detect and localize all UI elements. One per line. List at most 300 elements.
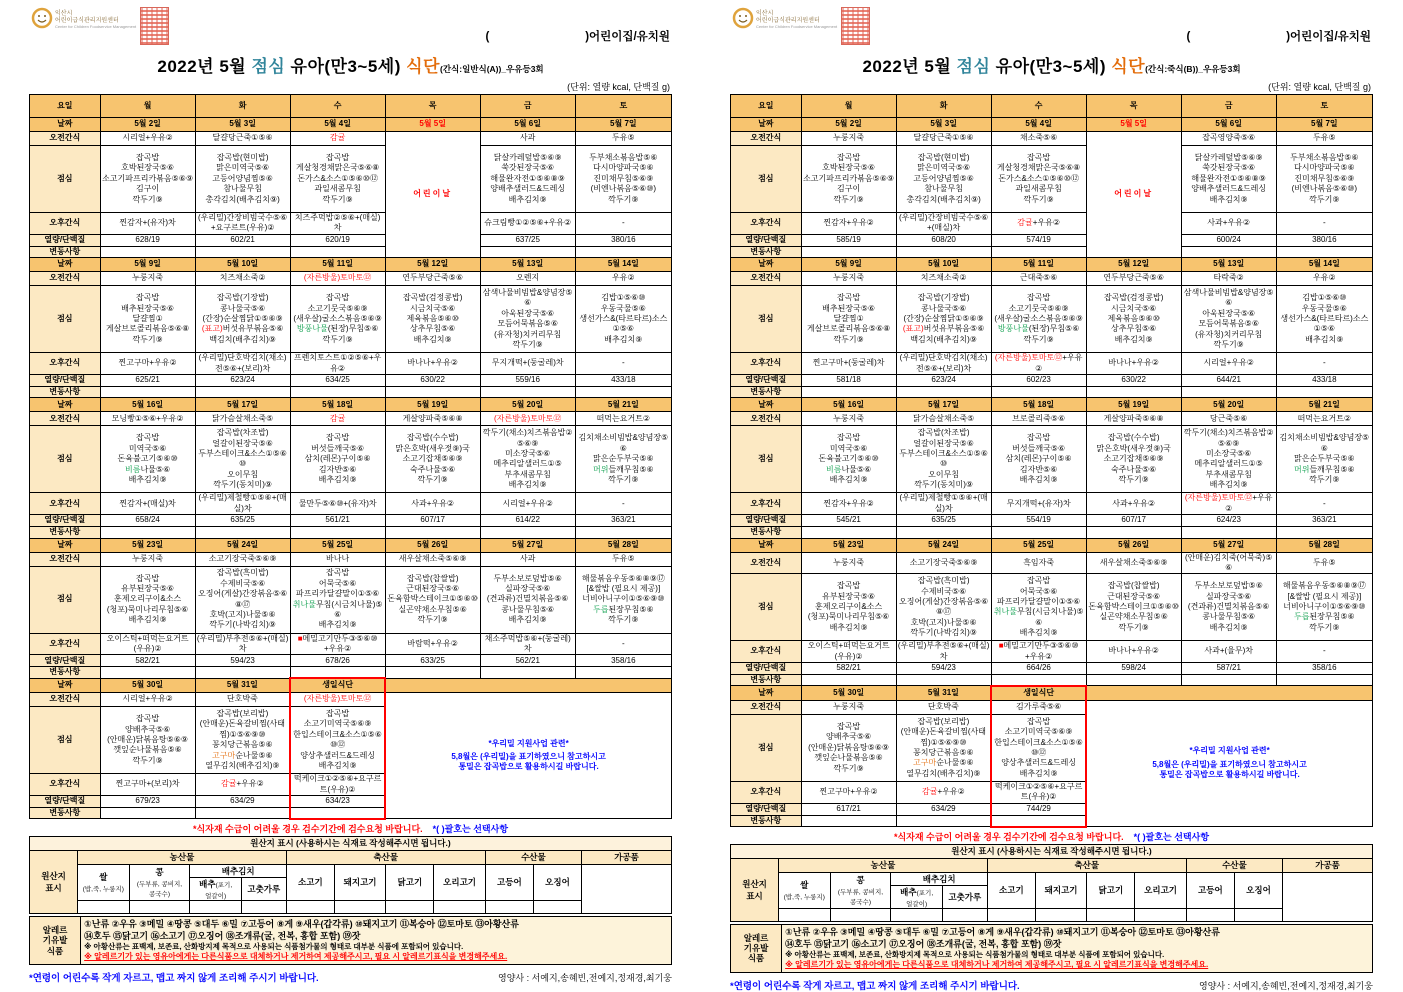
row-label-change-note: 변동사항 (731, 815, 802, 826)
change-note-cell (480, 386, 575, 397)
dietitian-names: 영양사 : 서예지,송혜빈,전예지,정재경,최기웅 (1199, 980, 1373, 991)
energy-protein-cell: 559/16 (480, 374, 575, 386)
date-cell: 5월 18일 (991, 398, 1086, 412)
origin-blank-cell[interactable] (129, 900, 190, 913)
energy-protein-cell: 380/16 (1276, 234, 1372, 246)
afternoon-snack-cell: (우리밀)단호박김치(채소)전⑤⑥+(보리)차 (896, 353, 991, 375)
row-label-morning-snack: 오전간식 (30, 693, 101, 707)
lunch-cell: 잡곡밥(현미밥) 맑은미역국⑤⑥ 고등어양념찜⑤⑥ 참나물무침 총각김치(배추김치⑨) (896, 146, 991, 213)
allergy-side-label: 알레르 기유발 식품 (30, 916, 81, 964)
origin-blank-cell[interactable] (241, 900, 286, 913)
change-note-cell (896, 815, 991, 826)
morning-snack-cell: 치즈채소죽② (896, 272, 991, 286)
date-cell: 5월 11일 (991, 258, 1086, 272)
origin-group-meat: 축산물 (987, 858, 1186, 872)
morning-snack-cell: 두유⑤ (575, 552, 671, 566)
row-label-date: 날짜 (731, 686, 802, 701)
lunch-cell: 닭살카레덮밥⑤⑥⑨ 쑥갓된장국⑤⑥ 해물완자전①⑤⑥⑧⑨ 양배추샐러드&드레싱 배추김치⑨ (1181, 146, 1276, 213)
energy-protein-cell: 594/23 (896, 663, 991, 675)
date-cell: 5월 11일 (290, 258, 385, 272)
change-note-cell (290, 527, 385, 538)
weekday-header-cell: 월 (100, 95, 195, 118)
morning-snack-cell: (자른방울)토마토⑫ (290, 272, 385, 286)
origin-side-label: 원산지 표시 (731, 858, 779, 921)
date-cell: 5월 18일 (290, 398, 385, 412)
morning-snack-cell: 두유⑤ (1276, 552, 1372, 574)
origin-blank-cell[interactable] (891, 908, 942, 921)
date-cell: 5월 4일 (290, 118, 385, 132)
origin-blank-cell[interactable] (1234, 908, 1282, 921)
title-meal: 점심 (956, 57, 991, 76)
origin-cabbage-cell[interactable]: 배추(포기,얼갈이) (891, 885, 942, 908)
change-note-cell (896, 386, 991, 397)
allergy-line-2: ⑭호두 ⑮닭고기 ⑯소고기 ⑰오징어 ⑱조개류(굴, 전복, 홍합 포함) ⑲잣 (785, 938, 1062, 949)
origin-processed-cell[interactable] (1283, 872, 1373, 921)
change-note-cell (1181, 386, 1276, 397)
origin-bean-cell[interactable]: 콩 (두부류, 콩비지,콩국수) (129, 864, 190, 900)
supply-notice-blue: *( )괄호는 선택사항 (1133, 831, 1210, 842)
afternoon-snack-cell: 치즈주먹밥②⑤⑥+(매실)차 (290, 213, 385, 235)
page-footer (29, 970, 672, 984)
energy-protein-cell: 607/17 (1086, 515, 1181, 527)
date-cell: 5월 26일 (1086, 538, 1181, 552)
allergy-line-3: ※ 아황산류는 표백제, 보존료, 산화방지제 목적으로 사용되는 식품첨가물의 형태로 대부분 식품에 포함되어 있습니다. (84, 942, 464, 952)
afternoon-snack-cell: 시리얼+우유② (1181, 353, 1276, 375)
energy-protein-cell: 585/19 (801, 234, 896, 246)
date-cell: 5월 19일 (385, 398, 480, 412)
change-note-cell (100, 667, 195, 678)
facility-name-line: ( )어린이집/유치원 (1186, 31, 1371, 43)
date-cell: 5월 12일 (1086, 258, 1181, 272)
row-label-date: 날짜 (731, 258, 802, 272)
lunch-cell: 김밥①⑤⑥⑩ 우동국물⑤⑥ 생선가스&(타르타르)소스①⑤⑥ 배추김치⑨ (575, 286, 671, 353)
change-note-cell (1276, 246, 1372, 257)
weekday-header-cell: 금 (480, 95, 575, 118)
row-label-change-note: 변동사항 (731, 527, 802, 538)
date-cell: 5월 21일 (1276, 398, 1372, 412)
lunch-cell: 해물볶음우동⑤⑥⑧⑨⑰ [&쌀밥 (필요시 제공)] 너비아니구이①⑤⑥⑨⑩ 두릅된장무침⑤⑥ 깍두기⑨ (1276, 574, 1372, 641)
origin-group-meat: 축산물 (286, 850, 485, 864)
change-note-cell (1276, 527, 1372, 538)
afternoon-snack-cell: 오이스틱+떠먹는요거트(우유)② (801, 641, 896, 663)
change-note-cell (1086, 386, 1181, 397)
row-label-date: 날짜 (30, 118, 101, 132)
org-name: 익산시 어린이급식관리지원센터 Center for Children Foodservice Management (756, 11, 838, 29)
row-label-morning-snack: 오전간식 (731, 412, 802, 426)
date-cell: 5월 4일 (991, 118, 1086, 132)
change-note-cell (896, 527, 991, 538)
row-label-morning-snack: 오전간식 (30, 552, 101, 566)
morning-snack-cell: 치즈채소죽② (195, 272, 290, 286)
date-cell: 5월 17일 (195, 398, 290, 412)
afternoon-snack-cell: (우리밀)간장비빔국수⑤⑥+(매실)차 (896, 213, 991, 235)
afternoon-snack-cell: - (1276, 641, 1372, 663)
origin-blank-cell[interactable] (434, 900, 485, 913)
allergy-side-label: 알레르 기유발 식품 (731, 924, 782, 972)
origin-blank-cell[interactable] (78, 900, 129, 913)
morning-snack-cell: 모닝빵①⑤⑥+우유② (100, 412, 195, 426)
origin-squid-cell[interactable]: 오징어 (1234, 872, 1282, 908)
row-label-change-note: 변동사항 (30, 246, 101, 257)
row-label-energy-protein: 열량/단백질 (30, 374, 101, 386)
energy-protein-cell: 623/24 (195, 374, 290, 386)
lunch-cell: 두부채소볶음밥⑤⑥ 다시마양파국⑤⑥ 진미채무침⑤⑥⑨ (비엔나볶음⑤⑥⑩) 깍두기⑨ (575, 146, 671, 213)
birthday-menu-header-cell: 생일식단 (290, 678, 385, 693)
lunch-cell: 잡곡밥(흑미밥) 수제비국⑤⑥ 오징어(게살)간장볶음⑤⑥⑧⑰ 호박(고지)나물⑤⑥ 깍두기(나박김치)⑨ (195, 566, 290, 633)
morning-snack-cell: 채소죽⑤⑥ (991, 132, 1086, 146)
row-label-date: 날짜 (731, 398, 802, 412)
date-cell: 5월 26일 (385, 538, 480, 552)
energy-protein-cell: 363/21 (1276, 515, 1372, 527)
row-label-energy-protein: 열량/단백질 (30, 515, 101, 527)
origin-blank-cell[interactable] (190, 900, 241, 913)
date-cell: 5월 24일 (195, 538, 290, 552)
date-cell: 5월 7일 (575, 118, 671, 132)
energy-protein-cell: 380/16 (575, 234, 671, 246)
energy-protein-cell: 630/22 (385, 374, 480, 386)
origin-pork-cell[interactable]: 돼지고기 (1035, 872, 1086, 908)
afternoon-snack-cell: 슈크림빵①②⑤⑥+우유② (480, 213, 575, 235)
energy-protein-cell: 554/19 (991, 515, 1086, 527)
afternoon-snack-cell: - (575, 213, 671, 235)
change-note-cell (896, 246, 991, 257)
date-cell: 5월 16일 (100, 398, 195, 412)
row-label-lunch: 점심 (731, 426, 802, 493)
afternoon-snack-cell: 찐고구마+우유② (801, 781, 896, 803)
change-note-cell (290, 386, 385, 397)
origin-pepper-cell[interactable]: 고춧가루 (241, 877, 286, 900)
row-label-energy-protein: 열량/단백질 (731, 803, 802, 815)
title-diet-type: (간식:죽식(B))_우유등3회 (1145, 64, 1241, 74)
title-diet: 식단 (406, 57, 440, 76)
row-label-lunch: 점심 (731, 714, 802, 781)
row-label-energy-protein: 열량/단백질 (30, 655, 101, 667)
energy-protein-cell: 574/19 (991, 234, 1086, 246)
lunch-cell: 잡곡밥 배추된장국⑤⑥ 달걀찜① 게살브로콜리볶음⑤⑥⑧ 깍두기⑨ (801, 286, 896, 353)
date-cell: 5월 23일 (100, 538, 195, 552)
morning-snack-cell: 새우살채소죽⑤⑥⑨ (1086, 552, 1181, 574)
change-note-cell (1276, 675, 1372, 686)
energy-protein-cell: 634/29 (195, 795, 290, 807)
lunch-cell: 잡곡밥(기장밥) 콩나물국⑤⑥ (간장)순살찜닭①⑤⑥⑨ (표고)버섯유부볶음⑤⑥ 백김치(배추김치)⑨ (195, 286, 290, 353)
energy-protein-cell: 635/25 (896, 515, 991, 527)
afternoon-snack-cell: 찐고구마+(둥굴레)차 (801, 353, 896, 375)
row-label-energy-protein: 열량/단백질 (731, 234, 802, 246)
change-note-cell (801, 386, 896, 397)
origin-blank-cell[interactable] (286, 900, 334, 913)
lunch-cell: 잡곡밥(찹쌀밥) 근대된장국⑤⑥ 돈육함박스테이크①⑤⑥⑩ 실곤약채소무침⑤⑥ 깍두기⑨ (1086, 574, 1181, 641)
origin-blank-cell[interactable] (830, 908, 891, 921)
change-note-cell (290, 667, 385, 678)
change-note-cell (575, 527, 671, 538)
date-cell: 5월 25일 (991, 538, 1086, 552)
row-label-morning-snack: 오전간식 (731, 700, 802, 714)
afternoon-snack-cell: 무지개떡+(유자)차 (991, 493, 1086, 515)
morning-snack-cell: 흑임자죽 (991, 552, 1086, 574)
childrens-day-cell: 어린이날 (385, 132, 480, 258)
lunch-cell: 두부소보로덮밥⑤⑥ 실파장국⑤⑥ (견과류)건멸치볶음⑤⑥ 콩나물무침⑤⑥ 배추김치⑨ (1181, 574, 1276, 641)
energy-protein-cell: 617/21 (801, 803, 896, 815)
origin-blank-cell[interactable] (942, 908, 987, 921)
origin-blank-cell[interactable] (485, 900, 533, 913)
afternoon-snack-cell: - (575, 633, 671, 655)
origin-bean-cell[interactable]: 콩 (두부류, 콩비지,콩국수) (830, 872, 891, 908)
lunch-cell: 잡곡밥(현미밥) 맑은미역국⑤⑥ 고등어양념찜⑤⑥ 참나물무침 총각김치(배추김치⑨) (195, 146, 290, 213)
weekday-header-cell: 목 (1086, 95, 1181, 118)
weekday-header-cell: 요일 (731, 95, 802, 118)
change-note-cell (195, 246, 290, 257)
afternoon-snack-cell: - (1276, 213, 1372, 235)
energy-protein-cell: 744/29 (991, 803, 1086, 815)
lunch-cell: 잡곡밥(차조밥) 얼갈이된장국⑤⑥ 두부스테이크&소스①⑤⑥⑩ 오이무침 깍두기(동치미)⑨ (896, 426, 991, 493)
lunch-cell: 잡곡밥 버섯들깨국⑤⑥ 삼치(레몬)구이⑤⑥ 김자반⑤⑥ 배추김치⑨ (991, 426, 1086, 493)
change-note-cell (801, 246, 896, 257)
afternoon-snack-cell: (우리밀)부추전⑤⑥+(매실)차 (196, 633, 289, 653)
lunch-cell: 해물볶음우동⑤⑥⑧⑨⑰ [&쌀밥 (필요시 제공)] 너비아니구이①⑤⑥⑨⑩ 두릅된장무침⑤⑥ 깍두기⑨ (575, 566, 671, 633)
morning-snack-cell: 브로콜리죽⑤⑥ (991, 412, 1086, 426)
date-cell: 5월 31일 (195, 678, 290, 693)
change-note-cell (195, 386, 290, 397)
change-note-cell (801, 815, 896, 826)
supply-notice-blue: *( )괄호는 선택사항 (432, 823, 509, 834)
lunch-cell: 잡곡밥 양배추국⑤⑥ (안매운)닭볶음탕⑤⑥⑨ 깻잎순나물볶음⑤⑥ 깍두기⑨ (100, 707, 195, 774)
change-note-cell (100, 246, 195, 257)
change-note-cell (991, 815, 1086, 826)
row-label-morning-snack: 오전간식 (30, 412, 101, 426)
date-cell: 5월 28일 (1276, 538, 1372, 552)
energy-protein-cell: 633/25 (385, 655, 480, 667)
morning-snack-cell: 닭가슴살채소죽⑤ (195, 412, 290, 426)
morning-snack-cell: 게살양파죽⑤⑥⑧ (1086, 412, 1181, 426)
change-note-cell (1181, 675, 1276, 686)
row-label-afternoon-snack: 오후간식 (30, 633, 101, 655)
change-note-cell (896, 675, 991, 686)
energy-protein-cell: 363/21 (575, 515, 671, 527)
change-note-cell (385, 386, 480, 397)
origin-chicken-cell[interactable]: 닭고기 (386, 864, 434, 900)
morning-snack-cell: 당근죽⑤⑥ (1181, 412, 1276, 426)
energy-protein-cell: 664/26 (991, 663, 1086, 675)
origin-rice-cell[interactable]: 쌀 (밥,죽, 누룽지) (779, 872, 830, 908)
afternoon-snack-cell: (우리밀)부추전⑤⑥+(매실)차 (897, 641, 990, 661)
lunch-cell: 잡곡밥 소고기미역국⑤⑥⑨ 한입스테이크&소스①⑤⑥⑩⑫ 양상추샐러드&드레싱 배추김치⑨ (991, 714, 1086, 781)
origin-blank-cell[interactable] (533, 900, 581, 913)
energy-protein-cell: 608/20 (896, 234, 991, 246)
menu-table-mount (730, 94, 1373, 828)
origin-group-fish: 수산물 (485, 850, 581, 864)
origin-blank-cell[interactable] (386, 900, 434, 913)
morning-snack-cell: 누룽지죽 (801, 132, 896, 146)
lunch-cell: 잡곡밥 호박된장국⑤⑥ 소고기파프리카볶음⑤⑥⑨ 김구이 깍두기⑨ (100, 146, 195, 213)
page-footer (730, 978, 1373, 992)
energy-protein-cell: 433/18 (1276, 374, 1372, 386)
date-cell: 5월 17일 (896, 398, 991, 412)
title-meal: 점심 (251, 57, 286, 76)
row-label-date: 날짜 (30, 398, 101, 412)
weekday-header-cell: 수 (290, 95, 385, 118)
morning-snack-cell: 두유⑤ (575, 132, 671, 146)
origin-beef-cell[interactable]: 소고기 (286, 864, 334, 900)
page-title (29, 52, 672, 77)
change-note-cell (1276, 386, 1372, 397)
origin-mackerel-cell[interactable]: 고등어 (1186, 872, 1234, 908)
change-note-cell (575, 667, 671, 678)
date-cell: 5월 27일 (1181, 538, 1276, 552)
energy-protein-cell: 630/22 (1086, 374, 1181, 386)
energy-protein-cell: 658/24 (100, 515, 195, 527)
afternoon-snack-cell: 찐감자+(유자)차 (100, 213, 195, 235)
smiley-logo-icon (732, 7, 754, 29)
lunch-cell: 잡곡밥(검정콩밥) 시금치국⑤⑥ 제육볶음⑤⑥⑩ 상추무침⑤⑥ 배추김치⑨ (385, 286, 480, 353)
row-label-change-note: 변동사항 (731, 675, 802, 686)
date-cell: 5월 2일 (100, 118, 195, 132)
morning-snack-cell: 소고기장국죽⑤⑥⑨ (896, 552, 991, 574)
afternoon-snack-cell: 감귤+우유② (195, 774, 290, 796)
energy-protein-cell: 644/21 (1181, 374, 1276, 386)
origin-blank-cell[interactable] (987, 908, 1035, 921)
page-header (29, 0, 672, 94)
date-cell: 5월 10일 (896, 258, 991, 272)
row-label-energy-protein: 열량/단백질 (30, 795, 101, 807)
page-b (701, 0, 1402, 992)
afternoon-snack-cell: 바나나+우유② (1086, 641, 1181, 663)
date-cell: 5월 3일 (896, 118, 991, 132)
title-year: 2022년 5월 (157, 57, 247, 76)
date-cell: 5월 9일 (801, 258, 896, 272)
allergy-line-3: ※ 아황산류는 표백제, 보존료, 산화방지제 목적으로 사용되는 식품첨가물의 형태로 대부분 식품에 포함되어 있습니다. (785, 949, 1165, 959)
morning-snack-cell: 닭가슴살채소죽⑤ (896, 412, 991, 426)
date-cell: 5월 25일 (290, 538, 385, 552)
allergy-content (81, 916, 672, 964)
allergy-line-2: ⑭호두 ⑮닭고기 ⑯소고기 ⑰오징어 ⑱조개류(굴, 전복, 홍합 포함) ⑲잣 (84, 931, 361, 941)
row-label-energy-protein: 열량/단백질 (731, 515, 802, 527)
afternoon-snack-cell: 채소주먹밥⑤⑥+(둥굴레)차 (480, 633, 575, 655)
origin-processed-cell[interactable] (582, 864, 672, 913)
change-note-cell (195, 527, 290, 538)
morning-snack-cell: 달걀당근죽①⑤⑥ (896, 132, 991, 146)
origin-cabbage-cell[interactable]: 배추(포기,얼갈이) (190, 877, 241, 900)
date-cell: 5월 9일 (100, 258, 195, 272)
origin-blank-cell[interactable] (779, 908, 830, 921)
date-cell: 5월 31일 (896, 686, 991, 701)
weekday-header-cell: 토 (1276, 95, 1372, 118)
afternoon-snack-cell: - (575, 353, 671, 375)
red-stamp-icon (841, 7, 870, 45)
change-note-cell (480, 246, 575, 257)
lunch-cell: 깍두기(채소)치즈볶음밥②⑤⑥⑨ 미소장국⑤⑥ 메추리알샐러드①⑤ 부추새콤무침 배추김치⑨ (1181, 426, 1276, 493)
change-note-cell (385, 667, 480, 678)
origin-beef-cell[interactable]: 소고기 (987, 872, 1035, 908)
lunch-cell: 잡곡밥(수수밥) 맑은호박(새우젓⑨)국 소고기잡채⑤⑥⑨ 숙주나물⑤⑥ 깍두기⑨ (1086, 426, 1181, 493)
menu-table-mount (29, 94, 672, 820)
origin-blank-cell[interactable] (334, 900, 385, 913)
origin-rice-cell[interactable]: 쌀 (밥,죽, 누룽지) (78, 864, 129, 900)
birthday-menu-header-cell: 생일식단 (991, 686, 1086, 701)
row-label-morning-snack: 오전간식 (30, 272, 101, 286)
afternoon-snack-cell: 바람떡+우유② (385, 633, 480, 655)
change-note-cell (1086, 675, 1181, 686)
afternoon-snack-cell: - (1276, 353, 1372, 375)
date-cell: 5월 14일 (575, 258, 671, 272)
wheat-support-notice: *우리밀 지원사업 관련* 5,8월은 (우리밀)을 표기하였으니 참고하시고 통밀은 잡곡밥으로 활용하시길 바랍니다. (1086, 700, 1372, 826)
allergy-content (782, 924, 1373, 972)
energy-protein-cell: 614/22 (480, 515, 575, 527)
morning-snack-cell: 누룽지죽 (801, 272, 896, 286)
morning-snack-cell: 두유⑤ (1276, 132, 1372, 146)
lunch-cell: 잡곡밥 버섯들깨국⑤⑥ 삼치(레몬)구이⑤⑥ 김자반⑤⑥ 배추김치⑨ (290, 426, 385, 493)
lunch-cell: 잡곡밥 게살청경채맑은국⑤⑥⑧ 돈가스&소스①⑤⑥⑩⑫ 과일새콤무침 깍두기⑨ (991, 146, 1086, 213)
origin-pepper-cell[interactable]: 고춧가루 (942, 885, 987, 908)
morning-snack-cell: 사과 (480, 552, 575, 566)
page-a (0, 0, 701, 992)
afternoon-snack-cell: ■메밀고기만두③⑤⑥⑩+우유② (290, 633, 385, 655)
morning-snack-cell: 달걀당근죽①⑤⑥ (195, 132, 290, 146)
lunch-cell: 잡곡밥 어묵국⑤⑥ 파프리카달걀말이①⑤⑥ 취나물무침(시금치나물)⑤⑥ 배추김치⑨ (991, 574, 1086, 641)
row-label-lunch: 점심 (30, 426, 101, 493)
facility-name-line: ( )어린이집/유치원 (485, 31, 670, 43)
origin-duck-cell[interactable]: 오리고기 (434, 864, 485, 900)
morning-snack-cell: 누룽지죽 (801, 412, 896, 426)
lunch-cell: 잡곡밥 양배추국⑤⑥ (안매운)닭볶음탕⑤⑥⑨ 깻잎순나물볶음⑤⑥ 깍두기⑨ (801, 714, 896, 781)
afternoon-snack-cell: ■메밀고기만두③⑤⑥⑩+우유② (991, 641, 1086, 663)
weekday-header-cell: 금 (1181, 95, 1276, 118)
origin-blank-cell[interactable] (1087, 908, 1135, 921)
afternoon-snack-cell: 사과+우유② (1181, 213, 1276, 235)
morning-snack-cell: 소고기장국죽⑤⑥⑨ (195, 552, 290, 566)
morning-snack-cell: 누룽지죽 (801, 700, 896, 714)
energy-protein-cell: 598/24 (1086, 663, 1181, 675)
origin-blank-cell[interactable] (1135, 908, 1186, 921)
change-note-cell (385, 527, 480, 538)
title-diet-type: (간식:일반식(A))_우유등3회 (439, 64, 544, 74)
row-label-afternoon-snack: 오후간식 (30, 353, 101, 375)
org-name: 익산시 어린이급식관리지원센터 Center for Children Foodservice Management (55, 11, 137, 29)
afternoon-snack-cell: 사과+(율무)차 (1181, 641, 1276, 663)
weekday-header-cell: 화 (896, 95, 991, 118)
lunch-cell: 잡곡밥(검정콩밥) 시금치국⑤⑥ 제육볶음⑤⑥⑩ 상추무침⑤⑥ 배추김치⑨ (1086, 286, 1181, 353)
origin-squid-cell[interactable]: 오징어 (533, 864, 581, 900)
energy-protein-cell: 678/26 (290, 655, 385, 667)
row-label-afternoon-snack: 오후간식 (731, 641, 802, 663)
lunch-cell: 잡곡밥 유부된장국⑤⑥ 훈제오리구이&소스 (청포)묵미나리무침⑤⑥ 배추김치⑨ (801, 574, 896, 641)
energy-protein-cell: 620/19 (290, 234, 385, 246)
date-cell: 5월 3일 (195, 118, 290, 132)
origin-mackerel-cell[interactable]: 고등어 (485, 864, 533, 900)
change-note-cell (1181, 246, 1276, 257)
afternoon-snack-cell: 찐고구마+(보리)차 (100, 774, 195, 796)
date-cell: 5월 13일 (1181, 258, 1276, 272)
row-label-morning-snack: 오전간식 (731, 132, 802, 146)
lunch-cell: 잡곡밥(흑미밥) 수제비국⑤⑥ 오징어(게살)간장볶음⑤⑥⑧⑰ 호박(고지)나물⑤⑥ 깍두기(나박김치)⑨ (896, 574, 991, 641)
origin-blank-cell[interactable] (1186, 908, 1234, 921)
origin-chicken-cell[interactable]: 닭고기 (1087, 872, 1135, 908)
morning-snack-cell: 게살양파죽⑤⑥⑧ (385, 412, 480, 426)
row-label-lunch: 점심 (30, 707, 101, 774)
origin-pork-cell[interactable]: 돼지고기 (334, 864, 385, 900)
lunch-cell: 깍두기(채소)치즈볶음밥②⑤⑥⑨ 미소장국⑤⑥ 메추리알샐러드①⑤ 부추새콤무침 배추김치⑨ (480, 426, 575, 493)
afternoon-snack-cell: 감귤+우유② (991, 213, 1086, 235)
origin-blank-cell[interactable] (1035, 908, 1086, 921)
smiley-logo-icon (31, 7, 53, 29)
afternoon-snack-cell: 오이스틱+떠먹는요거트(우유)② (100, 633, 195, 655)
lunch-cell: 삼색나물비빔밥&양념장⑤⑥ 아욱된장국⑤⑥ 모듬어묵볶음⑤⑥ (유자청)치커리무침 깍두기⑨ (480, 286, 575, 353)
origin-duck-cell[interactable]: 오리고기 (1135, 872, 1186, 908)
afternoon-snack-cell: 바나나+우유② (385, 353, 480, 375)
lunch-cell: 닭살카레덮밥⑤⑥⑨ 쑥갓된장국⑤⑥ 해물완자전①⑤⑥⑧⑨ 양배추샐러드&드레싱 배추김치⑨ (480, 146, 575, 213)
lunch-cell: 잡곡밥(수수밥) 맑은호박(새우젓⑨)국 소고기잡채⑤⑥⑨ 숙주나물⑤⑥ 깍두기⑨ (385, 426, 480, 493)
allergy-line-4: ※ 알레르기가 있는 영유아에게는 다른식품으로 대체하거나 제거하여 제공해주시고, 필요 시 알레르기표식을 변경해주세요. (785, 960, 1209, 970)
lunch-cell: 잡곡밥(차조밥) 얼갈이된장국⑤⑥ 두부스테이크&소스①⑤⑥⑩ 오이무침 깍두기(동치미)⑨ (195, 426, 290, 493)
